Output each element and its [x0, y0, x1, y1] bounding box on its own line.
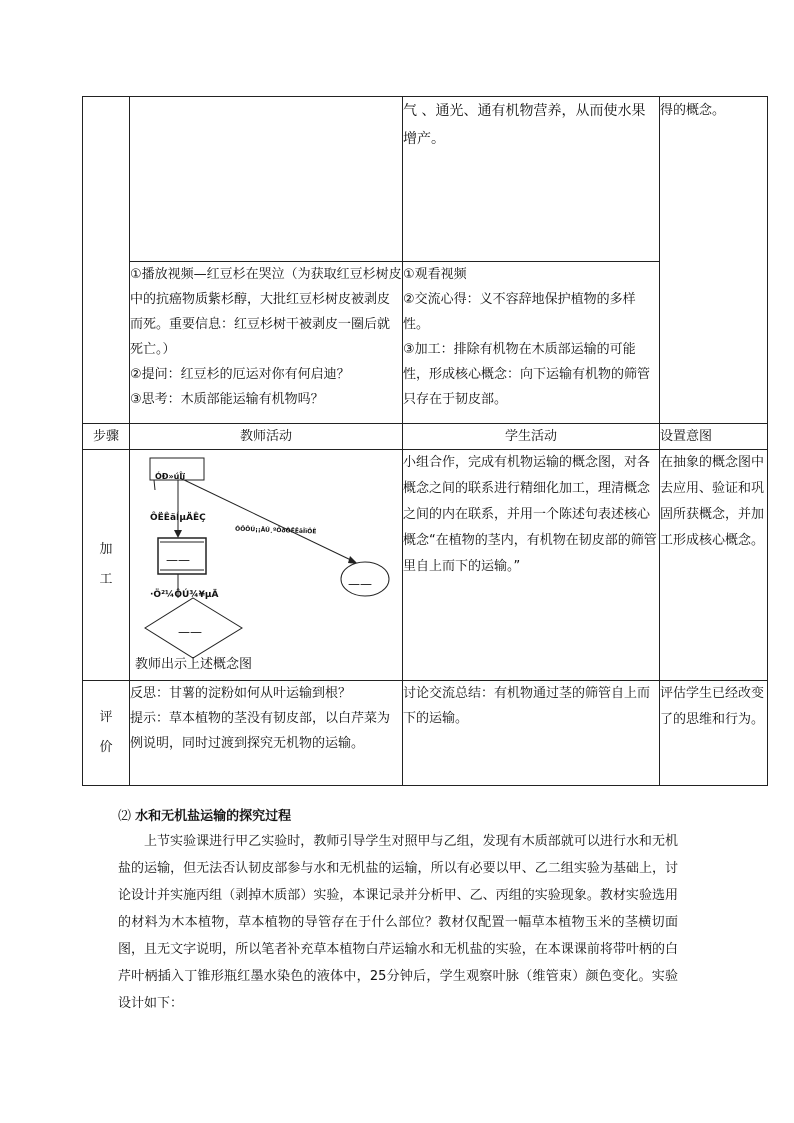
- mid-label: ·Ö²¼ÔÚ¾¥µÄ: [150, 590, 219, 600]
- teacher-item: ①播放视频—红豆杉在哭泣（为获取红豆杉树皮中的抗癌物质紫杉醇，大批红豆杉树皮被剥皮而死。重要信息：红豆杉树干被剥皮一圈后就死亡。）: [130, 267, 402, 357]
- intent-cell: [660, 681, 768, 786]
- teacher-cell-blank: [130, 97, 403, 262]
- student-item: ③加工：排除有机物在木质部运输的可能性，形成核心概念：向下运输有机物的筛管只存在于韧皮部。: [403, 342, 651, 407]
- student-item: ②交流心得：义不容辞地保护植物的多样性。: [403, 292, 636, 332]
- teacher-diagram-cell: [130, 450, 403, 681]
- step-pingjia: [83, 681, 130, 786]
- intent-text: 在抽象的概念图中去应用、验证和巩固所获概念，并加工形成核心概念。: [660, 455, 765, 548]
- section-number: ⑵: [118, 809, 132, 824]
- header-step: 步骤: [83, 424, 130, 450]
- student-cell: [403, 97, 660, 262]
- header-student: 学生活动: [403, 424, 660, 450]
- intent-cell: [660, 97, 768, 424]
- intent-text: 评估学生已经改变了的思维和行为。: [660, 686, 765, 727]
- teacher-item: ③思考：木质部能运输有机物吗？: [130, 392, 324, 407]
- diamond-blank: ——: [178, 625, 202, 639]
- student-item: ①观看视频: [403, 267, 467, 282]
- lesson-table: [82, 96, 768, 786]
- teacher-caption: 教师出示上述概念图: [135, 657, 253, 672]
- teacher-text: 提示：草本植物的茎没有韧皮部，以白芹菜为例说明，同时过渡到探究无机物的运输。: [130, 711, 391, 751]
- intent-text: 得的概念。: [660, 103, 726, 118]
- step-label: 评价: [99, 710, 113, 755]
- middle-box-blank: ——: [166, 553, 190, 567]
- step-jiagong: [83, 450, 130, 681]
- teacher-text: 反思：甘薯的淀粉如何从叶运输到根？: [130, 686, 352, 701]
- body-paragraph: 上节实验课进行甲乙实验时，教师引导学生对照甲与乙组，发现有木质部就可以进行水和无机盐的运输，但无法否认韧皮部参与水和无机盐的运输，所以有必要以甲、乙二组实验为基础上，讨论设计并实施丙组（剥掉木质部）实验，本课记录并分析甲、乙、丙组的实验现象。教材实验选用的材料为木本植物，草本植物的导管存在于什么部位？教材仅配置一幅草本植物玉米的茎横切面图，且无文字说明，所以笔者补充草本植物白芹运输水和无机盐的实验，在本课课前将带叶柄的白芹叶柄插入丁锥形瓶红墨水染色的液体中，25分钟后，学生观察叶脉（维管束）颜色变化。实验设计如下：: [118, 834, 678, 1011]
- student-cell: [403, 450, 660, 681]
- teacher-cell: [130, 262, 403, 424]
- top-box-label: ÓÐ»úÎï: [155, 472, 186, 481]
- step-cell-blank: [83, 97, 130, 424]
- student-text: 气 、通光、通有机物营养，从而使水果增产。: [403, 103, 646, 147]
- header-intent: 设置意图: [660, 424, 768, 450]
- teacher-item: ②提问：红豆杉的厄运对你有何启迪？: [130, 367, 350, 382]
- student-cell: [403, 681, 660, 786]
- concept-map: [130, 450, 398, 680]
- table-row: [83, 681, 768, 786]
- section-title: 水和无机盐运输的探究过程: [135, 809, 292, 824]
- step-label: 加工: [99, 542, 113, 587]
- table-header-row: [83, 424, 768, 450]
- arrow-head-left: [174, 530, 182, 538]
- header-teacher: 教师活动: [130, 424, 403, 450]
- table-row: [83, 97, 768, 262]
- intent-cell: [660, 450, 768, 681]
- left-label: ÔËÊäÍµÄÊÇ: [150, 513, 206, 523]
- ellipse-blank: ——: [348, 577, 372, 591]
- teacher-cell: [130, 681, 403, 786]
- student-cell: [403, 262, 660, 424]
- table-row: [83, 450, 768, 681]
- student-text: 讨论交流总结：有机物通过茎的筛管自上而下的运输。: [403, 686, 651, 726]
- right-label: ÓÖÔÚ¡¡ÄÚ¸ºÔðÔËÊäÎïÖÊ: [234, 525, 317, 536]
- section-heading: [118, 805, 291, 824]
- student-text: 小组合作，完成有机物运输的概念图，对各概念之间的联系进行精细化加工，理清概念之间的内在联系，并用一个陈述句表述核心概念“在植物的茎内，有机物在韧皮部的筛管里自上而下的运输。”: [403, 455, 657, 574]
